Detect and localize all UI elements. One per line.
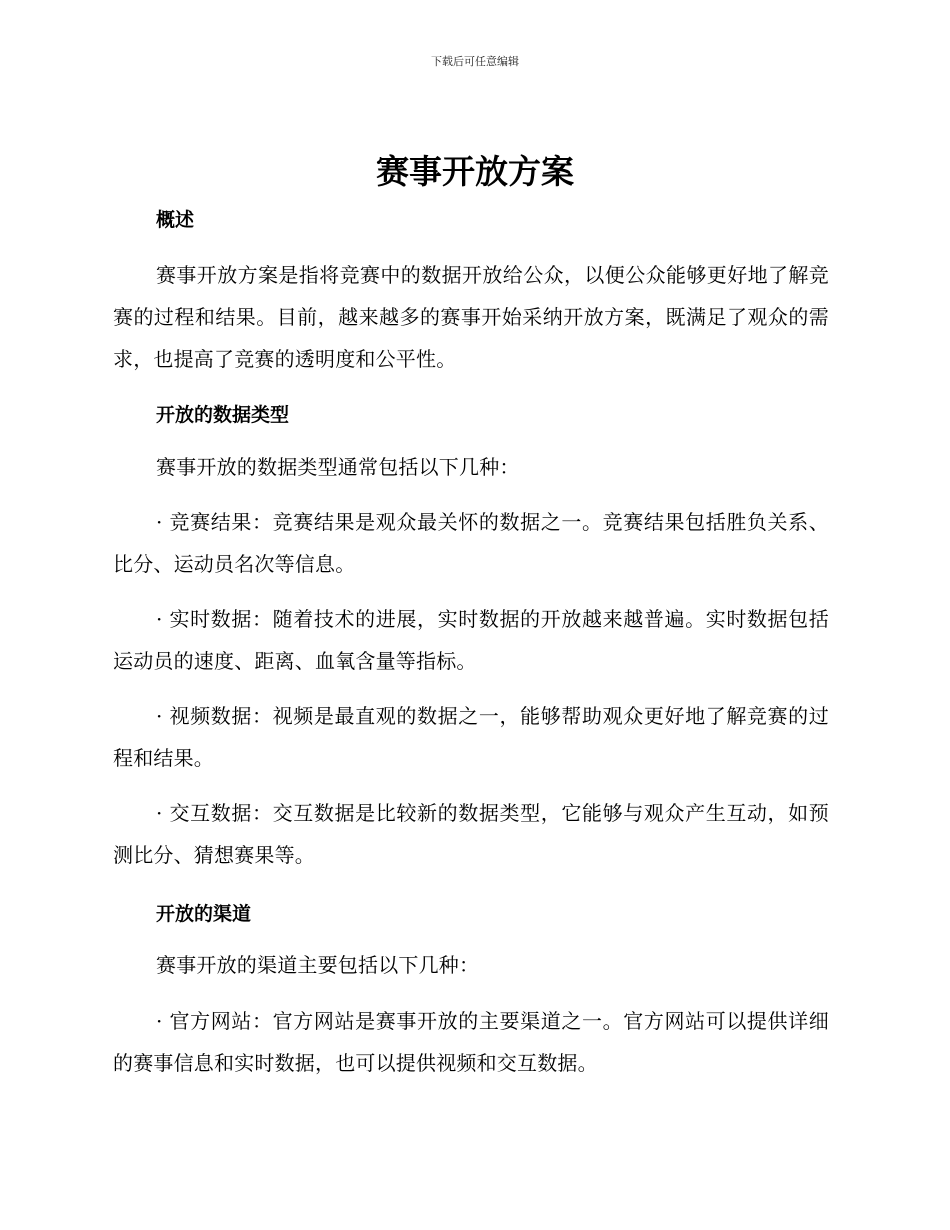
channels-intro: 赛事开放的渠道主要包括以下几种： [156,953,480,977]
list-item-interactive-data: · 交互数据：交互数据是比较新的数据类型，它能够与观众产生互动，如预测比分、猜想赛果等。 [113,801,829,867]
list-item-official-website: · 官方网站：官方网站是赛事开放的主要渠道之一。官方网站可以提供详细的赛事信息和实时数据，也可以提供视频和交互数据。 [113,1009,829,1075]
list-item-video-data: · 视频数据：视频是最直观的数据之一，能够帮助观众更好地了解竞赛的过程和结果。 [113,704,829,770]
list-item-competition-results: · 竞赛结果：竞赛结果是观众最关怀的数据之一。竞赛结果包括胜负关系、比分、运动员名次等信息。 [113,510,829,576]
header-note: 下载后可任意编辑 [431,55,519,68]
list-item-realtime-data: · 实时数据：随着技术的进展，实时数据的开放越来越普遍。实时数据包括运动员的速度、距离、血氧含量等指标。 [113,607,829,673]
section-heading-data-types: 开放的数据类型 [156,404,290,426]
document-title: 赛事开放方案 [376,152,574,191]
overview-paragraph: 赛事开放方案是指将竞赛中的数据开放给公众，以便公众能够更好地了解竞赛的过程和结果。目前，越来越多的赛事开始采纳开放方案，既满足了观众的需求，也提高了竞赛的透明度和公平性。 [113,263,829,371]
section-heading-channels: 开放的渠道 [156,903,252,925]
data-types-intro: 赛事开放的数据类型通常包括以下几种： [156,455,520,479]
section-heading-overview: 概述 [156,209,195,231]
